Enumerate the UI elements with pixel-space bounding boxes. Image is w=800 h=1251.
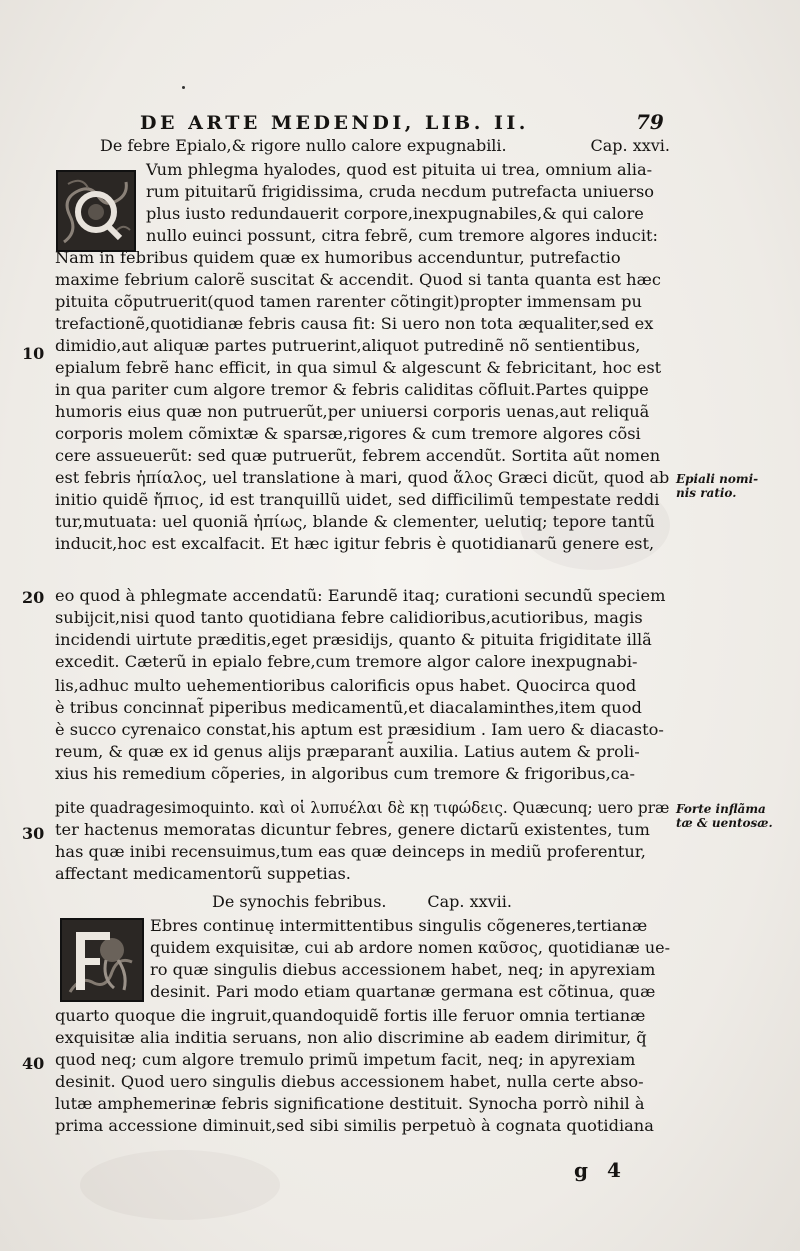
text-line: has quæ inibi recensuimus,tum eas quæ deinceps in mediũ proferentur,: [55, 842, 646, 861]
running-head: DE ARTE MEDENDI, LIB. II.: [140, 112, 529, 134]
text-line: ro quæ singulis diebus accessionem habet, neq; in apyrexiam: [150, 960, 656, 979]
chapter-26-number: Cap. xxvi.: [590, 136, 670, 155]
line-number: 10: [22, 344, 45, 363]
chapter-26-title: De febre Epialo,& rigore nullo calore expugnabili.: [100, 136, 507, 155]
text-line: est febris ἠπίαλος, uel translatione à mari, quod ἅλος Græci dicũt, quod ab: [55, 468, 670, 487]
text-line: pituita cõputruerit(quod tamen rarenter cõtingit)propter immensam pu: [55, 292, 642, 311]
decorated-initial-f: [60, 918, 144, 1002]
text-line: corporis molem cõmixtæ & sparsæ,rigores & cum tremore algores cõsi: [55, 424, 641, 443]
text-line: exquisitæ alia inditia seruans, non alio discrimine ab eadem dirimitur, q̃: [55, 1028, 647, 1047]
chapter-26-heading: [100, 136, 670, 155]
margin-note-epiali: [676, 472, 758, 500]
text-line: quarto quoque die ingruit,quandoquidẽ fortis ille feruor omnia tertianæ: [55, 1006, 646, 1025]
text-line: incidendi uirtute præditis,eget præsidijs, quanto & pituita frigiditate illã: [55, 630, 652, 649]
text-line: è succo cyrenaico constat,his aptum est præsidium . Iam uero & diacasto-: [55, 720, 664, 739]
margin-note-line: Epiali nomi-: [676, 472, 759, 486]
text-line: tur,mutuata: uel quoniã ἠπίως, blande & clementer, uelutiq; tepore tantũ: [55, 512, 655, 531]
paper-stain: [80, 1150, 280, 1220]
text-line: plus iusto redundauerit corpore,inexpugnabiles,& qui calore: [146, 204, 644, 223]
text-line: desinit. Quod uero singulis diebus accessionem habet, nulla certe abso-: [55, 1072, 644, 1091]
text-line: cere assueuerũt: sed quæ putruerũt, febrem accendũt. Sortita aũt nomen: [55, 446, 661, 465]
line-number: 40: [22, 1054, 45, 1073]
text-line: Nam in febribus quidem quæ ex humoribus accenduntur, putrefactio: [55, 248, 621, 267]
text-line: reum, & quæ ex id genus alijs præparant̃ auxilia. Latius autem & proli-: [55, 742, 640, 761]
line-number: 20: [22, 588, 45, 607]
text-line: subijcit,nisi quod tanto quotidiana febre calidioribus,acutioribus, magis: [55, 608, 643, 627]
text-line: rum pituitarũ frigidissima, cruda necdum putrefacta uniuerso: [146, 182, 655, 201]
text-line: eo quod à phlegmate accendatũ: Earundẽ itaq; curationi secundũ speciem: [55, 586, 666, 605]
text-line: initio quidẽ ἤπιος, id est tranquillũ uidet, sed difficilimũ tempestate reddi: [55, 490, 660, 509]
text-line: inducit,hoc est excalfacit. Et hæc igitur febris è quotidianarũ genere est,: [55, 534, 655, 553]
text-line: trefactionẽ,quotidianæ febris causa fit: Si uero non tota æqualiter,sed ex: [55, 314, 654, 333]
chapter-27-title: De synochis febribus.: [212, 892, 387, 911]
text-line: nullo euinci possunt, citra febrẽ, cum tremore algores inducit:: [146, 226, 658, 245]
text-line: quidem exquisitæ, cui ab ardore nomen καῦσος, quotidianæ ue-: [150, 938, 671, 957]
text-line: affectant medicamentorũ suppetias.: [55, 864, 351, 883]
text-line: quod neq; cum algore tremulo primũ impetum facit, neq; in apyrexiam: [55, 1050, 636, 1069]
decorated-initial-q: [56, 170, 136, 252]
text-line: pite quadragesimoquinto. καὶ οἱ λυπυέλαι δὲ κῃ τιφώδεις. Quæcunq; uero præ: [55, 798, 670, 817]
initial-f-ornament: [62, 920, 142, 1000]
margin-note-line: tæ & uentosæ.: [676, 816, 773, 830]
line-number: 30: [22, 824, 45, 843]
text-line: Ebres continuę intermittentibus singulis cõgeneres,tertianæ: [150, 916, 648, 935]
signature-mark: g 4: [574, 1158, 627, 1182]
text-line: epialum febrẽ hanc efficit, in qua simul & algescunt & febricitant, hoc est: [55, 358, 662, 377]
ink-speck: [182, 86, 185, 89]
text-line: humoris eius quæ non putruerũt,per uniuersi corporis uenas,aut reliquã: [55, 402, 650, 421]
text-line: lis,adhuc multo uehementioribus calorificis opus habet. Quocirca quod: [55, 676, 637, 695]
text-line: in qua pariter cum algore tremor & febris caliditas cõfluit.Partes quippe: [55, 380, 649, 399]
margin-note-line: Forte inflãma: [676, 802, 766, 816]
text-line: prima accessione diminuit,sed sibi similis perpetuò à cognata quotidiana: [55, 1116, 654, 1135]
text-line: xius his remedium cõperies, in algoribus cum tremore & frigoribus,ca-: [55, 764, 635, 783]
folio-number: 79: [636, 110, 664, 134]
chapter-27-number: Cap. xxvii.: [427, 892, 512, 911]
text-line: excedit. Cæterũ in epialo febre,cum tremore algor calore inexpugnabi-: [55, 652, 638, 671]
margin-note-line: nis ratio.: [676, 486, 737, 500]
text-line: Vum phlegma hyalodes, quod est pituita ui trea, omnium alia-: [146, 160, 653, 179]
margin-note-forte: [676, 802, 773, 830]
text-line: è tribus concinnat̃ piperibus medicamentũ,et diacalaminthes,item quod: [55, 698, 642, 717]
text-line: desinit. Pari modo etiam quartanæ germana est cõtinua, quæ: [150, 982, 656, 1001]
initial-q-ornament: [58, 172, 134, 250]
chapter-27-heading: [212, 892, 512, 911]
text-line: dimidio,aut aliquæ partes putruerint,aliquot putredinẽ nõ sentientibus,: [55, 336, 641, 355]
text-line: lutæ amphemerinæ febris significatione destituit. Synocha porrò nihil à: [55, 1094, 645, 1113]
text-line: ter hactenus memoratas dicuntur febres, genere dictarũ existentes, tum: [55, 820, 650, 839]
text-line: maxime febrium calorẽ suscitat & accendit. Quod si tanta quanta est hæc: [55, 270, 661, 289]
